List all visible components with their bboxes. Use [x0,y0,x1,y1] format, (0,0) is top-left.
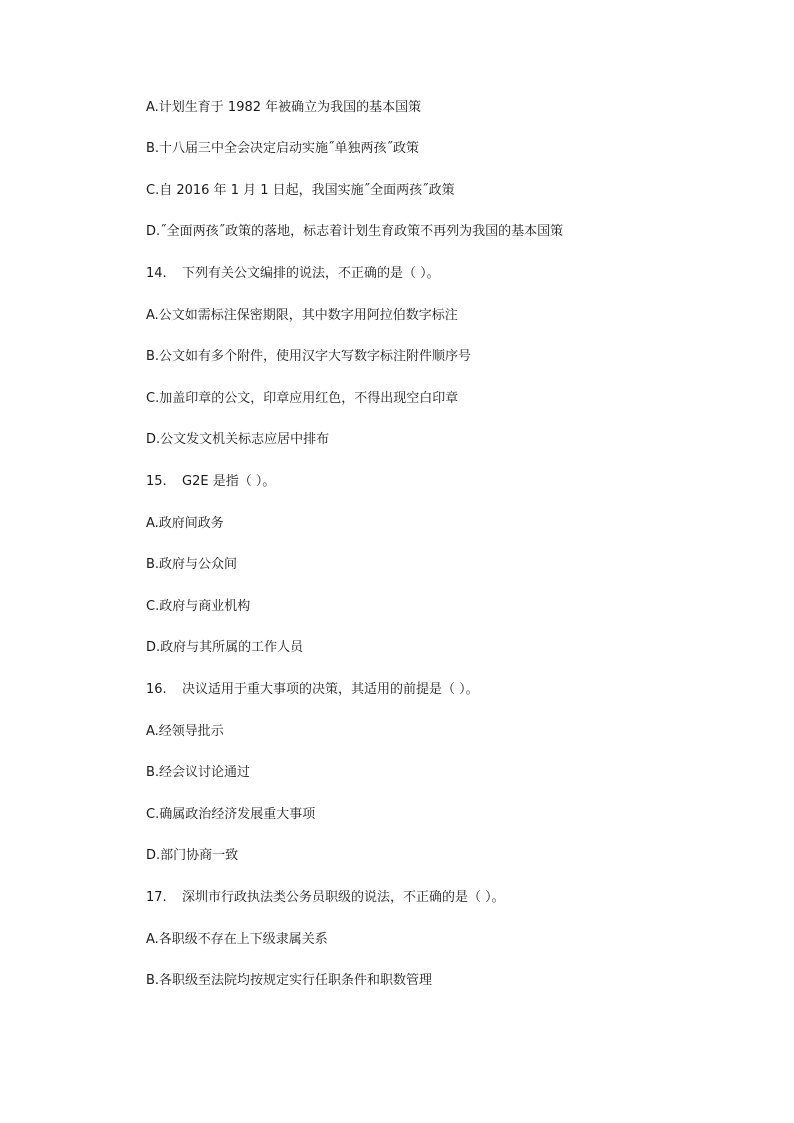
question-16 [146,681,479,699]
question-15-text: G2E 是指（ ）。 [182,474,276,489]
option-16-c: C.确属政治经济发展重大事项 [146,807,316,822]
question-16-text: 决议适用于重大事项的决策，其适用的前提是（ ）。 [182,682,479,697]
question-14 [146,265,440,283]
option-14-c: C.加盖印章的公文，印章应用红色，不得出现空白印章 [146,391,459,406]
option-15-b: B.政府与公众间 [146,557,238,572]
option-17-a: A.各职级不存在上下级隶属关系 [146,932,328,947]
option-16-d: D.部门协商一致 [146,848,239,863]
option-13-a: A.计划生育于 1982 年被确立为我国的基本国策 [146,100,422,115]
question-17-text: 深圳市行政执法类公务员职级的说法，不正确的是（ ）。 [182,890,505,905]
option-13-b: B.十八届三中全会决定启动实施˝单独两孩˝政策 [146,141,420,156]
question-15-number: 15. [146,474,167,489]
question-17 [146,889,505,907]
question-14-number: 14. [146,266,167,281]
question-15 [146,473,275,491]
option-14-a: A.公文如需标注保密期限，其中数字用阿拉伯数字标注 [146,308,458,323]
option-16-a: A.经领导批示 [146,724,224,739]
option-14-b: B.公文如有多个附件，使用汉字大写数字标注附件顺序号 [146,349,472,364]
option-15-c: C.政府与商业机构 [146,599,251,614]
option-13-d: D.˝全面两孩˝政策的落地，标志着计划生育政策不再列为我国的基本国策 [146,224,564,239]
question-16-number: 16. [146,682,167,697]
option-17-b: B.各职级至法院均按规定实行任职条件和职数管理 [146,973,433,988]
question-17-number: 17. [146,890,167,905]
option-16-b: B.经会议讨论通过 [146,765,251,780]
option-14-d: D.公文发文机关标志应居中排布 [146,432,330,447]
question-14-text: 下列有关公文编排的说法，不正确的是（ ）。 [182,266,440,281]
option-15-a: A.政府间政务 [146,516,224,531]
option-13-c: C.自 2016 年 1 月 1 日起，我国实施˝全面两孩˝政策 [146,183,455,198]
option-15-d: D.政府与其所属的工作人员 [146,640,304,655]
